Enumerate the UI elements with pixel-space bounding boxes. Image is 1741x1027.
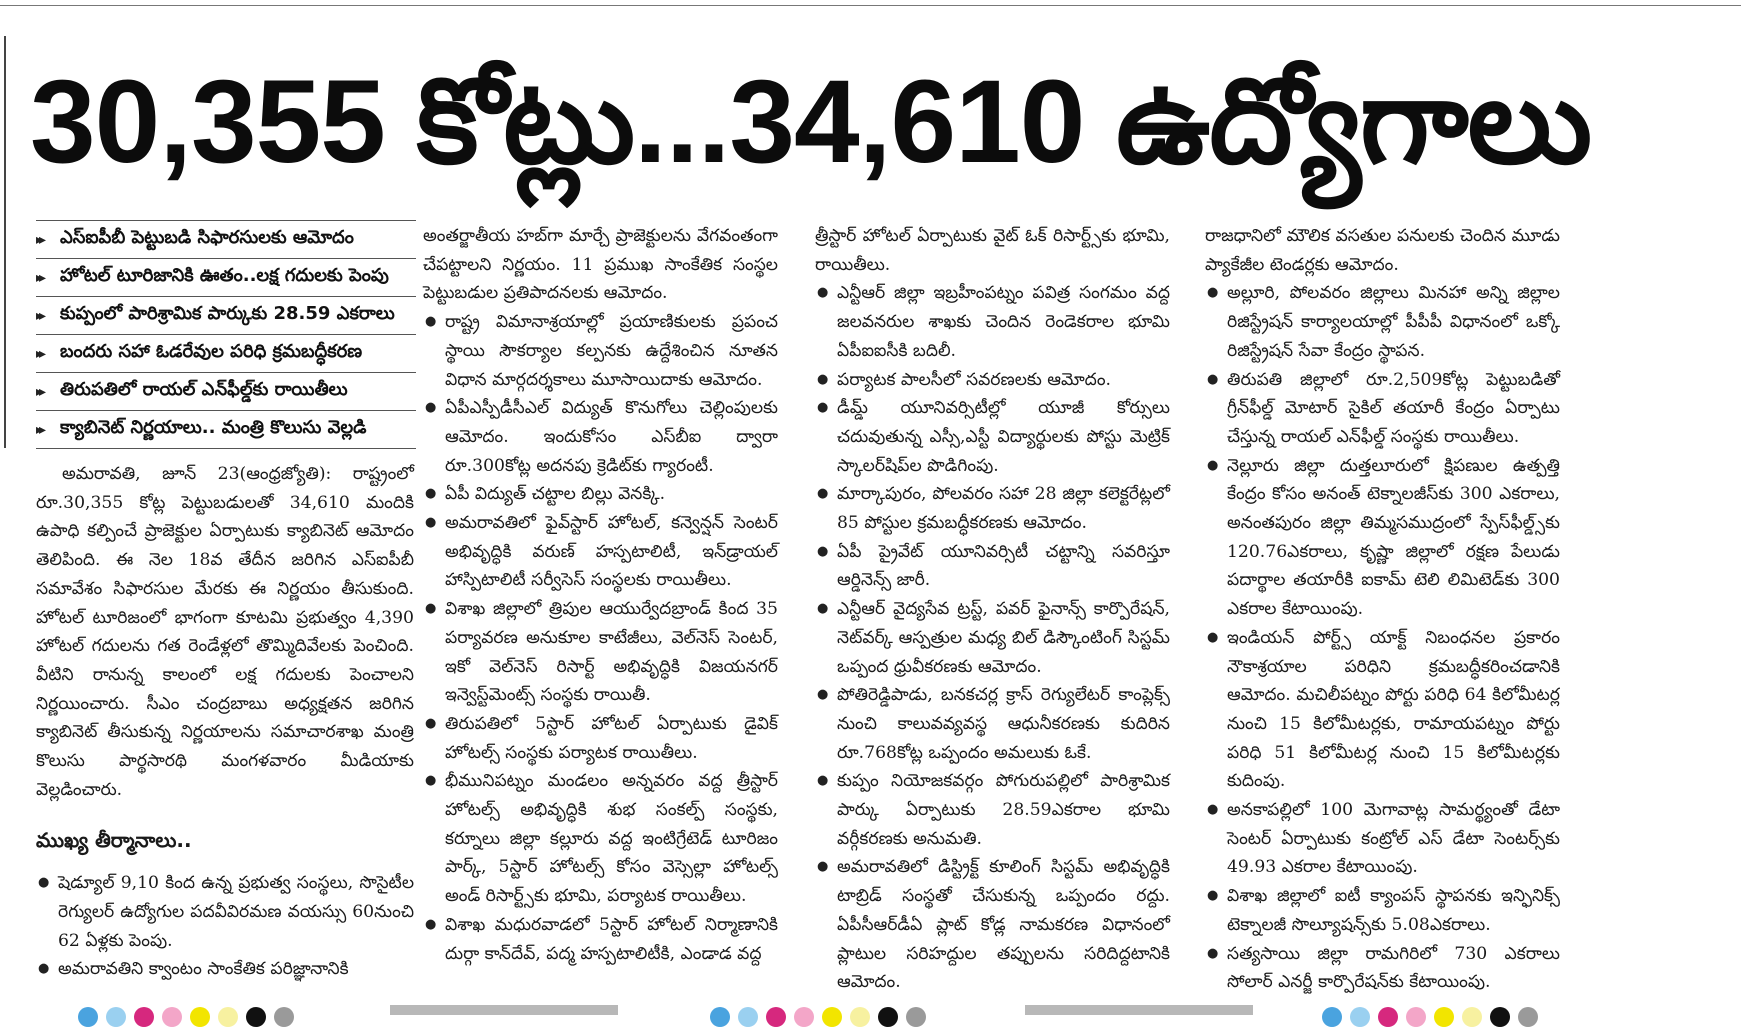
double-chevron-icon: ▸▸ — [36, 231, 43, 248]
print-color-dot — [246, 1007, 266, 1027]
continued-text: త్రీస్టార్ హోటల్ ఏర్పాటుకు వైట్ ఓక్ రిసార్ట్స్‌కు భూమి, రాయితీలు. — [815, 226, 1170, 275]
decision-item: ● అమరావతిని క్వాంటం సాంకేతిక పరిజ్ఞానానికి — [36, 955, 414, 984]
print-color-dot — [190, 1007, 210, 1027]
top-rule — [0, 5, 1741, 6]
print-color-dot — [162, 1007, 182, 1027]
decision-item: ● మార్కాపురం, పోలవరం సహా 28 జిల్లా కలెక్టరేట్లలో 85 పోస్టుల క్రమబద్ధీకరణకు ఆమోదం. — [815, 480, 1170, 537]
left-margin-rule — [4, 36, 6, 448]
decision-item: ● అల్లూరి, పోలవరం జిల్లాలు మినహా అన్ని జిల్లాల రిజిస్ట్రేషన్ కార్యాలయాల్లో పీపీపీ విధానంలో ఒక్కో రిజిస్ట్రేషన్ సేవా కేంద్రం స్థాపన. — [1205, 279, 1560, 365]
decision-list — [36, 869, 414, 984]
decision-item: ● సత్యసాయి జిల్లా రామగిరిలో 730 ఎకరాలు సోలార్ ఎనర్జీ కార్పొరేషన్‌కు కేటాయింపు. — [1205, 940, 1560, 997]
print-color-dot — [78, 1007, 98, 1027]
print-color-dot — [822, 1007, 842, 1027]
print-registration-marks — [1322, 1005, 1538, 1015]
double-chevron-icon: ▸▸ — [36, 307, 43, 324]
decision-item: ● అమరావతిలో ఫైవ్‌స్టార్ హోటల్, కన్వెన్షన్ సెంటర్ అభివృద్ధికి వరుణ్ హస్పటాలిటీ, ఇన్‌డ్రాయల్ హాస్పిటాలిటీ సర్వీసెస్ సంస్థలకు రాయితీలు. — [423, 509, 778, 595]
continued-text: రాజధానిలో మౌలిక వసతుల పనులకు చెందిన మూడు ప్యాకేజీల టెండర్లకు ఆమోదం. — [1205, 226, 1560, 275]
print-color-dot — [1518, 1007, 1538, 1027]
highlight-item — [36, 297, 416, 335]
print-color-dot — [1350, 1007, 1370, 1027]
print-color-dot — [1406, 1007, 1426, 1027]
decision-item: ● తిరుపతిలో 5స్టార్ హోటల్ ఏర్పాటుకు డైవిక్ హోటల్స్ సంస్థకు పర్యాటక రాయితీలు. — [423, 710, 778, 767]
highlight-text: క్యాబినెట్ నిర్ణయాలు.. మంత్రి కొలుసు వెల్లడి — [60, 417, 367, 438]
print-color-dot — [1434, 1007, 1454, 1027]
article-column-2 — [423, 222, 778, 968]
double-chevron-icon: ▸▸ — [36, 269, 43, 286]
print-color-dot — [218, 1007, 238, 1027]
decision-item: ● విశాఖ జిల్లాలో త్రిపుల ఆయుర్వేదబ్రాండ్ కింద 35 పర్యావరణ అనుకూల కాటేజీలు, వెల్‌నెస్ సెంటర్, ఇకో వెల్‌నెస్ రిసార్ట్ అభివృద్ధికి విజయనగర్ ఇన్వెస్ట్‌మెంట్స్ సంస్థకు రాయితీ. — [423, 595, 778, 710]
decision-item: ● పోతిరెడ్డిపాడు, బనకచర్ల క్రాస్ రెగ్యులేటర్ కాంప్లెక్స్ నుంచి కాలువవ్యవస్థ ఆధునీకరణకు కుదిరిన రూ.768కోట్ల ఒప్పందం అమలుకు ఓకే. — [815, 681, 1170, 767]
print-registration-marks — [710, 1005, 926, 1015]
decision-item: ● రాష్ట్ర విమానాశ్రయాల్లో ప్రయాణికులకు ప్రపంచ స్థాయి సౌకర్యాల కల్పనకు ఉద్దేశించిన నూతన విధాన మార్గదర్శకాలు మూసాయిదాకు ఆమోదం. — [423, 308, 778, 394]
lead-paragraph: అమరావతి, జూన్ 23(ఆంధ్రజ్యోతి): రాష్ట్రంలో రూ.30,355 కోట్ల పెట్టుబడులతో 34,610 మందికి ఉపాధి కల్పించే ప్రాజెక్టుల ఏర్పాటుకు క్యాబినెట్ ఆమోదం తెలిపింది. ఈ నెల 18వ తేదీన జరిగిన ఎస్ఐపీబీ సమావేశం సిఫారసుల మేరకు ఈ నిర్ణయం తీసుకుంది. హోటల్ టూరిజంలో భాగంగా కూటమి ప్రభుత్వం 4,390 హోటల్ గదులను గత రెండేళ్లలో తొమ్మిదివేలకు పెంచింది. వీటిని రానున్న కాలంలో లక్ష గదులకు పెంచాలని నిర్ణయించారు. సీఎం చంద్రబాబు అధ్యక్షతన జరిగిన క్యాబినెట్ తీసుకున్న నిర్ణయాలను సమాచారశాఖ మంత్రి కొలుసు పార్థసారథి మంగళవారం మీడియాకు వెల్లడించారు. — [36, 464, 414, 800]
print-registration-marks — [78, 1005, 294, 1015]
headline: 30,355 కోట్లు...34,610 ఉద్యోగాలు — [30, 56, 1592, 188]
print-color-dot — [850, 1007, 870, 1027]
print-color-dot — [738, 1007, 758, 1027]
highlight-text: తిరుపతిలో రాయల్ ఎన్‌ఫీల్డ్‌కు రాయితీలు — [60, 379, 348, 400]
highlight-text: హోటల్ టూరిజానికి ఊతం..లక్ష గదులకు పెంపు — [60, 265, 389, 286]
decision-item: ● పర్యాటక పాలసీలో సవరణలకు ఆమోదం. — [815, 366, 1170, 395]
highlight-item — [36, 335, 416, 373]
print-grey-bar — [1025, 1005, 1253, 1015]
decision-item: ● ఇండియన్ పోర్ట్స్ యాక్ట్ నిబంధనల ప్రకారం నౌకాశ్రయాల పరిధిని క్రమబద్ధీకరించడానికి ఆమోదం. మచిలీపట్నం పోర్టు పరిధి 64 కిలోమీటర్ల నుంచి 15 కిలోమీటర్లకు, రామాయపట్నం పోర్టు పరిధి 51 కిలోమీటర్ల నుంచి 15 కిలోమీటర్లకు కుదింపు. — [1205, 624, 1560, 796]
decision-item: ● భీమునిపట్నం మండలం అన్నవరం వద్ద త్రీస్టార్ హోటల్స్ అభివృద్ధికి శుభ సంకల్ప్ సంస్థకు, కర్నూలు జిల్లా కల్లూరు వద్ద ఇంటిగ్రేటెడ్ టూరిజం పార్క్, 5స్టార్ హోటల్స్ కోసం వెస్సెల్లా హోటల్స్ అండ్ రిసార్ట్స్‌కు భూమి, పర్యాటక రాయితీలు. — [423, 767, 778, 911]
decision-list — [423, 308, 778, 968]
print-color-dot — [794, 1007, 814, 1027]
article-column-3 — [815, 222, 1170, 997]
print-color-dot — [878, 1007, 898, 1027]
decision-item: ● కుప్పం నియోజకవర్గం పోగురుపల్లిలో పారిశ్రామిక పార్కు ఏర్పాటుకు 28.59ఎకరాల భూమి వర్గీకరణకు అనుమతి. — [815, 767, 1170, 853]
decision-item: ● ఏపీఎస్పీడీసీఎల్ విద్యుత్ కొనుగోలు చెల్లింపులకు ఆమోదం. ఇందుకోసం ఎస్‌బీఐ ద్వారా రూ.300కోట్ల అదనపు క్రెడిట్‌కు గ్యారంటీ. — [423, 394, 778, 480]
continued-text: అంతర్జాతీయ హబ్‌గా మార్చే ప్రాజెక్టులను వేగవంతంగా చేపట్టాలని నిర్ణయం. 11 ప్రముఖ సాంకేతిక సంస్థల పెట్టుబడుల ప్రతిపాదనలకు ఆమోదం. — [423, 226, 778, 304]
decision-item: ● డీమ్డ్ యూనివర్సిటీల్లో యూజీ కోర్సులు చదువుతున్న ఎస్సీ,ఎస్టీ విద్యార్థులకు పోస్టు మెట్రిక్ స్కాలర్‌షిప్‌ల పొడిగింపు. — [815, 394, 1170, 480]
decision-item: ● ఏపీ ప్రైవేట్ యూనివర్సిటీ చట్టాన్ని సవరిస్తూ ఆర్డినెన్స్ జారీ. — [815, 538, 1170, 595]
print-grey-bar — [390, 1005, 618, 1015]
decision-item: ● అనకాపల్లిలో 100 మెగావాట్ల సామర్థ్యంతో డేటా సెంటర్ ఏర్పాటుకు కంట్రోల్ ఎస్ డేటా సెంటర్స్‌కు 49.93 ఎకరాల కేటాయింపు. — [1205, 796, 1560, 882]
article-column-1 — [36, 460, 414, 984]
print-color-dot — [134, 1007, 154, 1027]
decision-item: ● విశాఖ మధురవాడలో 5స్టార్ హోటల్ నిర్మాణానికి దుర్గా కాన్‌దేవ్, పద్మ హస్పటాలిటీకి, ఎండాడ వద్ద — [423, 911, 778, 968]
decision-item: ● విశాఖ జిల్లాలో ఐటీ క్యాంపస్ స్థాపనకు ఇన్ఫినిక్స్ టెక్నాలజీ సొల్యూషన్స్‌కు 5.08ఎకరాలు. — [1205, 882, 1560, 939]
double-chevron-icon: ▸▸ — [36, 345, 43, 362]
print-color-dot — [1490, 1007, 1510, 1027]
decision-list — [1205, 279, 1560, 997]
highlight-text: బందరు సహా ఓడరేవుల పరిధి క్రమబద్ధీకరణ — [60, 341, 363, 362]
highlight-item — [36, 411, 416, 449]
print-color-dot — [906, 1007, 926, 1027]
highlight-item — [36, 220, 416, 259]
double-chevron-icon: ▸▸ — [36, 383, 43, 400]
decision-item: ● షెడ్యూల్ 9,10 కింద ఉన్న ప్రభుత్వ సంస్థలు, సొసైటీల రెగ్యులర్ ఉద్యోగుల పదవీవిరమణ వయస్సు 60నుంచి 62 ఏళ్లకు పెంపు. — [36, 869, 414, 955]
decision-item: ● అమరావతిలో డిస్ట్రిక్ట్ కూలింగ్ సిస్టమ్ అభివృద్ధికి టాబ్రిడ్ సంస్థతో చేసుకున్న ఒప్పందం రద్దు. ఏపీసీఆర్‌డీఏ ప్లాట్ కోడ్ల నామకరణ విధానంలో ప్లాటుల సరిహద్దుల తప్పులను సరిదిద్దటానికి ఆమోదం. — [815, 853, 1170, 997]
decision-item: ● ఎన్టీఆర్ వైద్యసేవ ట్రస్ట్, పవర్ ఫైనాన్స్ కార్పొరేషన్, నెట్‌వర్క్ ఆస్పత్రుల మధ్య బిల్ డిస్కౌంటింగ్ సిస్టమ్ ఒప్పంద ధ్రువీకరణకు ఆమోదం. — [815, 595, 1170, 681]
print-color-dot — [710, 1007, 730, 1027]
print-color-dot — [1378, 1007, 1398, 1027]
highlight-text: ఎస్ఐపీబీ పెట్టుబడి సిఫారసులకు ఆమోదం — [60, 227, 354, 248]
key-decisions-subhead: ముఖ్య తీర్మానాలు.. — [36, 828, 192, 853]
print-color-dot — [1322, 1007, 1342, 1027]
highlight-item — [36, 259, 416, 297]
article-column-4 — [1205, 222, 1560, 997]
decision-item: ● తిరుపతి జిల్లాలో రూ.2,509కోట్ల పెట్టుబడితో గ్రీన్‌ఫీల్డ్ మోటార్ సైకిల్ తయారీ కేంద్రం ఏర్పాటు చేస్తున్న రాయల్ ఎన్‌ఫీల్డ్ సంస్థకు రాయితీలు. — [1205, 366, 1560, 452]
highlight-text: కుప్పంలో పారిశ్రామిక పార్కుకు 28.59 ఎకరాలు — [60, 303, 395, 324]
print-color-dot — [766, 1007, 786, 1027]
decision-item: ● నెల్లూరు జిల్లా దుత్తలూరులో క్షిపణుల ఉత్పత్తి కేంద్రం కోసం అనంత్ టెక్నాలజీస్‌కు 300 ఎకరాలు, అనంతపురం జిల్లా తిమ్మసముద్రంలో స్పేస్‌ఫీల్డ్స్‌కు 120.76ఎకరాలు, కృష్ణా జిల్లాలో రక్షణ పేలుడు పదార్థాల తయారీకి ఐకామ్ టెలి లిమిటెడ్‌కు 300 ఎకరాల కేటాయింపు. — [1205, 452, 1560, 624]
double-chevron-icon: ▸▸ — [36, 421, 43, 438]
highlights-box — [36, 220, 416, 449]
decision-item: ● ఎన్టీఆర్ జిల్లా ఇబ్రహీంపట్నం పవిత్ర సంగమం వద్ద జలవనరుల శాఖకు చెందిన రెండెకరాల భూమి ఏపీఐఐసీకి బదిలీ. — [815, 279, 1170, 365]
print-color-dot — [1462, 1007, 1482, 1027]
print-color-dot — [106, 1007, 126, 1027]
highlight-item — [36, 373, 416, 411]
decision-list — [815, 279, 1170, 997]
decision-item: ● ఏపీ విద్యుత్ చట్టాల బిల్లు వెనక్కి. — [423, 480, 778, 509]
print-color-dot — [274, 1007, 294, 1027]
